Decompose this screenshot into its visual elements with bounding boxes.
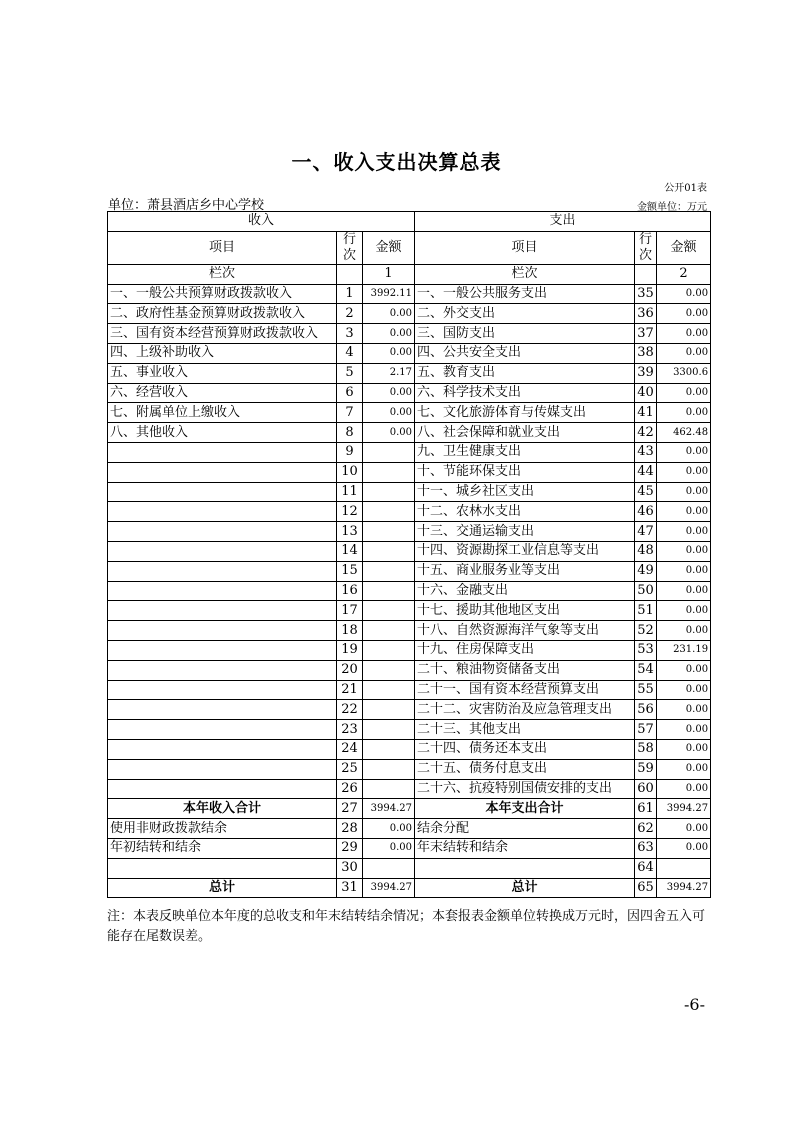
- expense-item-header: 项目: [415, 231, 635, 264]
- income-amount-cell: [363, 541, 415, 561]
- expense-item-cell: 二十六、抗疫特别国债安排的支出: [415, 779, 635, 799]
- table-row: [108, 482, 711, 502]
- expense-line-no-cell: 54: [635, 660, 657, 680]
- expense-item-cell: 十七、援助其他地区支出: [415, 601, 635, 621]
- expense-line-no-cell: 38: [635, 343, 657, 363]
- income-amount-cell: [363, 581, 415, 601]
- expense-item-cell: 五、教育支出: [415, 363, 635, 383]
- expense-line-no-cell: 39: [635, 363, 657, 383]
- income-amount-cell: 2.17: [363, 363, 415, 383]
- income-amount-cell: [363, 858, 415, 878]
- income-item-cell: [108, 858, 337, 878]
- expense-item-cell: 年末结转和结余: [415, 838, 635, 858]
- income-line-no-header: 行次: [337, 231, 363, 264]
- expense-item-cell: 十四、资源勘探工业信息等支出: [415, 541, 635, 561]
- income-amount-cell: 0.00: [363, 383, 415, 403]
- income-line-no-cell: 25: [337, 759, 363, 779]
- income-line-no-cell: 11: [337, 482, 363, 502]
- income-column-number: 1: [363, 264, 415, 284]
- expense-line-no-cell: 59: [635, 759, 657, 779]
- expense-amount-cell: 462.48: [657, 423, 711, 443]
- income-item-cell: 二、政府性基金预算财政拨款收入: [108, 304, 337, 324]
- expense-column-label: 栏次: [415, 264, 635, 284]
- table-row: [108, 759, 711, 779]
- table-row: [108, 324, 711, 344]
- income-line-no-cell: 30: [337, 858, 363, 878]
- expense-line-no-cell: 65: [635, 878, 657, 898]
- income-item-cell: [108, 759, 337, 779]
- income-item-cell: 五、事业收入: [108, 363, 337, 383]
- income-item-cell: [108, 581, 337, 601]
- income-amount-cell: 0.00: [363, 324, 415, 344]
- expense-amount-cell: 3300.6: [657, 363, 711, 383]
- income-item-cell: [108, 561, 337, 581]
- income-item-cell: [108, 660, 337, 680]
- income-amount-cell: 0.00: [363, 838, 415, 858]
- income-amount-cell: 0.00: [363, 423, 415, 443]
- expense-item-cell: 结余分配: [415, 819, 635, 839]
- income-line-no-cell: 4: [337, 343, 363, 363]
- expense-amount-cell: 0.00: [657, 779, 711, 799]
- income-amount-cell: [363, 640, 415, 660]
- expense-line-no-cell: 42: [635, 423, 657, 443]
- income-amount-cell: [363, 720, 415, 740]
- income-amount-cell: 3992.11: [363, 284, 415, 304]
- footnote: 注：本表反映单位本年度的总收支和年末结转结余情况；本套报表金额单位转换成万元时，因四舍五入可能存在尾数误差。: [107, 909, 706, 944]
- expense-amount-cell: 0.00: [657, 304, 711, 324]
- expense-item-cell: [415, 858, 635, 878]
- expense-item-cell: 六、科学技术支出: [415, 383, 635, 403]
- expense-item-cell: 八、社会保障和就业支出: [415, 423, 635, 443]
- income-amount-cell: [363, 462, 415, 482]
- income-amount-cell: [363, 660, 415, 680]
- expense-item-cell: 十六、金融支出: [415, 581, 635, 601]
- income-item-cell: [108, 442, 337, 462]
- income-line-no-cell: 26: [337, 779, 363, 799]
- expense-amount-cell: [657, 858, 711, 878]
- table-row: [108, 462, 711, 482]
- income-line-no-cell: 8: [337, 423, 363, 443]
- income-line-no-cell: 7: [337, 403, 363, 423]
- expense-line-no-cell: 43: [635, 442, 657, 462]
- expense-amount-cell: 3994.27: [657, 799, 711, 819]
- expense-amount-cell: 231.19: [657, 640, 711, 660]
- income-line-no-cell: 17: [337, 601, 363, 621]
- income-item-cell: 年初结转和结余: [108, 838, 337, 858]
- income-line-no-cell: 2: [337, 304, 363, 324]
- income-amount-cell: 0.00: [363, 343, 415, 363]
- income-line-no-cell: 16: [337, 581, 363, 601]
- expense-line-no-cell: 35: [635, 284, 657, 304]
- expense-item-cell: 二十一、国有资本经营预算支出: [415, 680, 635, 700]
- expense-item-cell: 二十三、其他支出: [415, 720, 635, 740]
- expense-amount-header: 金额: [657, 231, 711, 264]
- income-amount-cell: [363, 700, 415, 720]
- income-item-cell: [108, 541, 337, 561]
- expense-amount-cell: 0.00: [657, 700, 711, 720]
- income-line-no-cell: 1: [337, 284, 363, 304]
- income-item-cell: 四、上级补助收入: [108, 343, 337, 363]
- income-item-cell: [108, 462, 337, 482]
- expense-line-no-cell: 44: [635, 462, 657, 482]
- expense-header: 支出: [415, 212, 711, 232]
- table-row: [108, 720, 711, 740]
- expense-line-no-cell: 61: [635, 799, 657, 819]
- income-line-no-cell: 22: [337, 700, 363, 720]
- expense-column-number: 2: [657, 264, 711, 284]
- expense-line-no-cell: 46: [635, 502, 657, 522]
- income-item-cell: [108, 700, 337, 720]
- income-amount-cell: 0.00: [363, 304, 415, 324]
- table-row: [108, 799, 711, 819]
- expense-line-no-cell: 57: [635, 720, 657, 740]
- income-column-label: 栏次: [108, 264, 337, 284]
- income-amount-cell: [363, 442, 415, 462]
- expense-amount-cell: 0.00: [657, 541, 711, 561]
- income-amount-cell: [363, 482, 415, 502]
- income-header: 收入: [108, 212, 415, 232]
- expense-item-cell: 四、公共安全支出: [415, 343, 635, 363]
- header-row-sections: [108, 212, 711, 232]
- expense-item-cell: 二十、粮油物资储备支出: [415, 660, 635, 680]
- amount-unit-label: 金额单位：万元: [637, 202, 707, 213]
- table-row: [108, 343, 711, 363]
- expense-amount-cell: 0.00: [657, 502, 711, 522]
- income-item-cell: [108, 601, 337, 621]
- income-item-cell: [108, 502, 337, 522]
- table-row: [108, 304, 711, 324]
- expense-amount-cell: 0.00: [657, 561, 711, 581]
- income-line-no-cell: 29: [337, 838, 363, 858]
- income-item-cell: [108, 739, 337, 759]
- income-amount-cell: 0.00: [363, 819, 415, 839]
- expense-amount-cell: 0.00: [657, 819, 711, 839]
- expense-line-no-cell: 41: [635, 403, 657, 423]
- expense-line-no-cell: 58: [635, 739, 657, 759]
- income-item-cell: 总计: [108, 878, 337, 898]
- expense-line-no-cell: 63: [635, 838, 657, 858]
- table-row: [108, 680, 711, 700]
- income-amount-cell: 3994.27: [363, 799, 415, 819]
- income-line-no-cell: 24: [337, 739, 363, 759]
- income-amount-cell: [363, 561, 415, 581]
- expense-amount-cell: 0.00: [657, 462, 711, 482]
- table-row: [108, 621, 711, 641]
- table-row: [108, 284, 711, 304]
- expense-amount-cell: 3994.27: [657, 878, 711, 898]
- expense-amount-cell: 0.00: [657, 838, 711, 858]
- income-line-no-cell: 23: [337, 720, 363, 740]
- income-item-cell: 六、经营收入: [108, 383, 337, 403]
- income-amount-cell: [363, 680, 415, 700]
- income-line-no-cell: 14: [337, 541, 363, 561]
- income-amount-cell: [363, 502, 415, 522]
- income-item-cell: [108, 621, 337, 641]
- income-item-header: 项目: [108, 231, 337, 264]
- expense-line-no-cell: 45: [635, 482, 657, 502]
- column-number-row: [108, 264, 711, 284]
- income-item-cell: 八、其他收入: [108, 423, 337, 443]
- empty-cell: [337, 264, 363, 284]
- expense-amount-cell: 0.00: [657, 621, 711, 641]
- expense-item-cell: 一、一般公共服务支出: [415, 284, 635, 304]
- expense-line-no-cell: 49: [635, 561, 657, 581]
- table-row: [108, 640, 711, 660]
- income-line-no-cell: 19: [337, 640, 363, 660]
- income-item-cell: 本年收入合计: [108, 799, 337, 819]
- income-amount-cell: [363, 522, 415, 542]
- income-line-no-cell: 9: [337, 442, 363, 462]
- table-row: [108, 878, 711, 898]
- expense-item-cell: 十二、农林水支出: [415, 502, 635, 522]
- income-amount-cell: [363, 779, 415, 799]
- expense-amount-cell: 0.00: [657, 522, 711, 542]
- expense-item-cell: 三、国防支出: [415, 324, 635, 344]
- income-item-cell: 三、国有资本经营预算财政拨款收入: [108, 324, 337, 344]
- table-row: [108, 403, 711, 423]
- expense-amount-cell: 0.00: [657, 739, 711, 759]
- expense-line-no-cell: 55: [635, 680, 657, 700]
- expense-line-no-cell: 40: [635, 383, 657, 403]
- table-row: [108, 423, 711, 443]
- expense-item-cell: 十三、交通运输支出: [415, 522, 635, 542]
- table-row: [108, 522, 711, 542]
- page-number: -6-: [684, 995, 705, 1014]
- income-item-cell: 一、一般公共预算财政拨款收入: [108, 284, 337, 304]
- table-row: [108, 660, 711, 680]
- expense-item-cell: 二、外交支出: [415, 304, 635, 324]
- expense-item-cell: 二十二、灾害防治及应急管理支出: [415, 700, 635, 720]
- expense-amount-cell: 0.00: [657, 680, 711, 700]
- expense-item-cell: 二十五、债务付息支出: [415, 759, 635, 779]
- unit-label: 单位：萧县酒店乡中心学校: [108, 198, 265, 213]
- expense-line-no-cell: 47: [635, 522, 657, 542]
- empty-cell: [635, 264, 657, 284]
- table-row: [108, 779, 711, 799]
- table-row: [108, 700, 711, 720]
- table-row: [108, 363, 711, 383]
- expense-item-cell: 二十四、债务还本支出: [415, 739, 635, 759]
- table-row: [108, 561, 711, 581]
- income-amount-cell: 0.00: [363, 403, 415, 423]
- header-row-columns: [108, 231, 711, 264]
- form-number: 公开01表: [664, 183, 707, 194]
- income-item-cell: 七、附属单位上缴收入: [108, 403, 337, 423]
- expense-amount-cell: 0.00: [657, 324, 711, 344]
- expense-line-no-header: 行次: [635, 231, 657, 264]
- expense-item-cell: 十一、城乡社区支出: [415, 482, 635, 502]
- income-item-cell: [108, 522, 337, 542]
- expense-amount-cell: 0.00: [657, 660, 711, 680]
- table-row: [108, 858, 711, 878]
- expense-amount-cell: 0.00: [657, 403, 711, 423]
- expense-item-cell: 总计: [415, 878, 635, 898]
- income-expense-table: [107, 211, 711, 898]
- income-item-cell: 使用非财政拨款结余: [108, 819, 337, 839]
- expense-amount-cell: 0.00: [657, 720, 711, 740]
- income-amount-cell: [363, 739, 415, 759]
- expense-line-no-cell: 62: [635, 819, 657, 839]
- table-row: [108, 838, 711, 858]
- income-line-no-cell: 21: [337, 680, 363, 700]
- table-row: [108, 739, 711, 759]
- page-title: 一、收入支出决算总表: [291, 150, 502, 174]
- income-amount-cell: [363, 759, 415, 779]
- expense-amount-cell: 0.00: [657, 581, 711, 601]
- expense-item-cell: 十、节能环保支出: [415, 462, 635, 482]
- income-line-no-cell: 18: [337, 621, 363, 641]
- expense-item-cell: 九、卫生健康支出: [415, 442, 635, 462]
- income-line-no-cell: 20: [337, 660, 363, 680]
- expense-item-cell: 十九、住房保障支出: [415, 640, 635, 660]
- expense-line-no-cell: 56: [635, 700, 657, 720]
- expense-line-no-cell: 51: [635, 601, 657, 621]
- income-amount-cell: [363, 621, 415, 641]
- expense-line-no-cell: 60: [635, 779, 657, 799]
- expense-line-no-cell: 50: [635, 581, 657, 601]
- table-row: [108, 502, 711, 522]
- income-item-cell: [108, 680, 337, 700]
- income-line-no-cell: 15: [337, 561, 363, 581]
- table-row: [108, 601, 711, 621]
- income-item-cell: [108, 779, 337, 799]
- table-row: [108, 442, 711, 462]
- income-amount-cell: [363, 601, 415, 621]
- expense-item-cell: 十五、商业服务业等支出: [415, 561, 635, 581]
- income-line-no-cell: 28: [337, 819, 363, 839]
- table-row: [108, 541, 711, 561]
- expense-line-no-cell: 53: [635, 640, 657, 660]
- income-item-cell: [108, 640, 337, 660]
- table-row: [108, 819, 711, 839]
- expense-line-no-cell: 37: [635, 324, 657, 344]
- expense-amount-cell: 0.00: [657, 759, 711, 779]
- expense-item-cell: 本年支出合计: [415, 799, 635, 819]
- expense-line-no-cell: 36: [635, 304, 657, 324]
- expense-line-no-cell: 48: [635, 541, 657, 561]
- income-line-no-cell: 6: [337, 383, 363, 403]
- expense-item-cell: 七、文化旅游体育与传媒支出: [415, 403, 635, 423]
- expense-amount-cell: 0.00: [657, 482, 711, 502]
- expense-item-cell: 十八、自然资源海洋气象等支出: [415, 621, 635, 641]
- income-line-no-cell: 13: [337, 522, 363, 542]
- income-amount-cell: 3994.27: [363, 878, 415, 898]
- income-item-cell: [108, 482, 337, 502]
- expense-line-no-cell: 64: [635, 858, 657, 878]
- expense-line-no-cell: 52: [635, 621, 657, 641]
- expense-amount-cell: 0.00: [657, 343, 711, 363]
- expense-amount-cell: 0.00: [657, 383, 711, 403]
- income-line-no-cell: 31: [337, 878, 363, 898]
- table-row: [108, 383, 711, 403]
- expense-amount-cell: 0.00: [657, 601, 711, 621]
- income-line-no-cell: 3: [337, 324, 363, 344]
- income-item-cell: [108, 720, 337, 740]
- income-line-no-cell: 27: [337, 799, 363, 819]
- income-amount-header: 金额: [363, 231, 415, 264]
- income-line-no-cell: 12: [337, 502, 363, 522]
- expense-amount-cell: 0.00: [657, 284, 711, 304]
- table-row: [108, 581, 711, 601]
- income-line-no-cell: 5: [337, 363, 363, 383]
- income-line-no-cell: 10: [337, 462, 363, 482]
- expense-amount-cell: 0.00: [657, 442, 711, 462]
